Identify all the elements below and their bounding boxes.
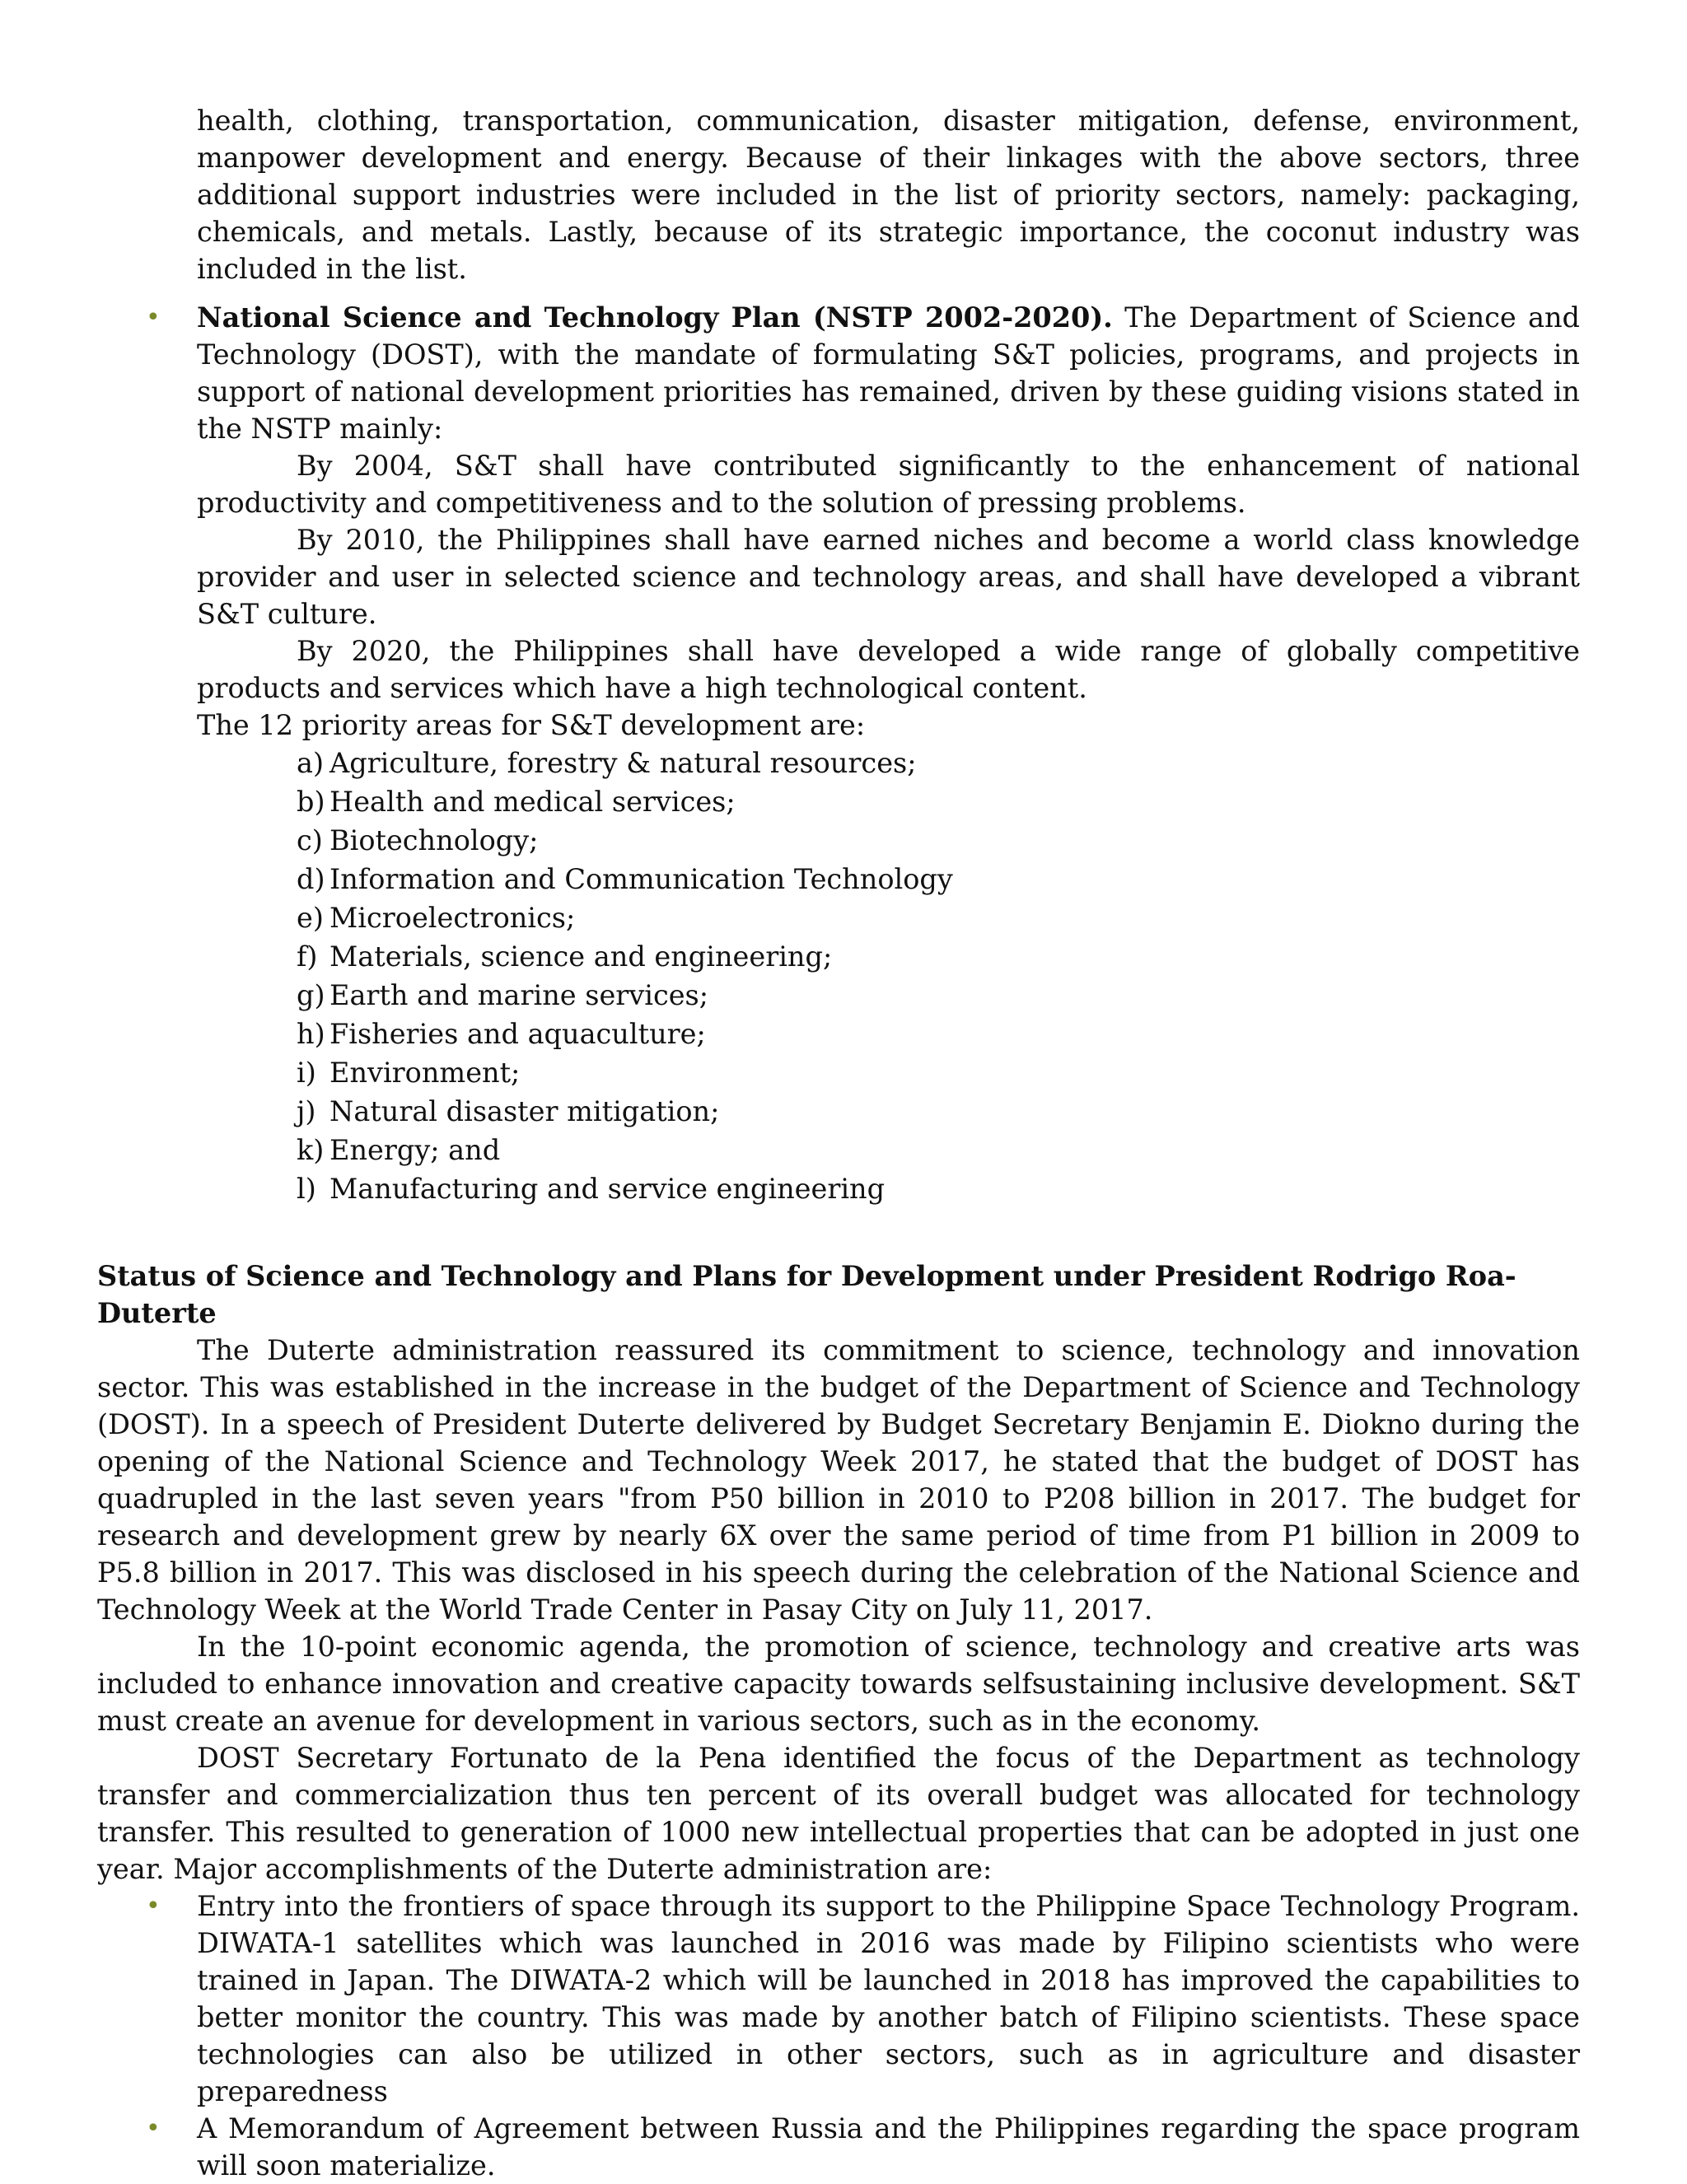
vision-2020: By 2020, the Philippines shall have developed a wide range of globally competitive products and services which have a high technological content. bbox=[197, 635, 1580, 704]
bullet-icon: • bbox=[146, 1892, 161, 1920]
list-item: g) Earth and marine services; bbox=[297, 979, 709, 1011]
list-item: l) Manufacturing and service engineering bbox=[297, 1173, 886, 1205]
list-item: j) Natural disaster mitigation; bbox=[297, 1095, 720, 1127]
list-item: k) Energy; and bbox=[297, 1134, 501, 1166]
continuation-paragraph: health, clothing, transportation, communication, disaster mitigation, defense, environment, manpower development and energy. Because of their linkages with the above sectors, three additional support industries were included in the list of priority sectors, namely: packaging, chemicals, and metals. Lastly, because of its strategic importance, the coconut industry was included in the list. bbox=[197, 105, 1580, 285]
list-item: i) Environment; bbox=[297, 1057, 521, 1089]
accomplishment-text: Entry into the frontiers of space through its support to the Philippine Space Technology Program. DIWATA-1 satellites which was launched in 2016 was made by Filipino scientists who were trained in Japan. The DIWATA-2 which will be launched in 2018 has improved the capabilities to better monitor the country. This was made by another batch of Filipino scientists. These space technologies can also be utilized in other sectors, such as in agriculture and disaster preparedness bbox=[197, 1890, 1580, 2107]
list-item bbox=[146, 1888, 1580, 2110]
vision-2004: By 2004, S&T shall have contributed significantly to the enhancement of national productivity and competitiveness and to the solution of pressing problems. bbox=[197, 450, 1580, 519]
list-item: e) Microelectronics; bbox=[297, 902, 576, 934]
accomplishment-text: A Memorandum of Agreement between Russia and the Philippines regarding the space program will soon materialize. bbox=[197, 2112, 1580, 2182]
list-item: c) Biotechnology; bbox=[297, 824, 539, 856]
nstp-title: National Science and Technology Plan (NSTP 2002-2020). bbox=[197, 301, 1113, 334]
list-item: h) Fisheries and aquaculture; bbox=[297, 1018, 706, 1050]
list-item: b) Health and medical services; bbox=[297, 786, 736, 818]
bullet-icon: • bbox=[146, 2114, 161, 2143]
nstp-intro-paragraph bbox=[197, 299, 1580, 447]
list-item: a) Agriculture, forestry & natural resources; bbox=[297, 747, 917, 779]
list-item: d) Information and Communication Technology bbox=[297, 863, 953, 895]
status-paragraph-2: In the 10-point economic agenda, the promotion of science, technology and creative arts was included to enhance innovation and creative capacity towards selfsustaining inclusive development. S&T must create an avenue for development in various sectors, such as in the economy. bbox=[97, 1631, 1580, 1737]
vision-2010: By 2010, the Philippines shall have earned niches and become a world class knowledge provider and user in selected science and technology areas, and shall have developed a vibrant S&T culture. bbox=[197, 524, 1580, 630]
bullet-icon: • bbox=[146, 303, 161, 332]
list-item: f) Materials, science and engineering; bbox=[297, 940, 833, 973]
nstp-section bbox=[146, 299, 1580, 744]
list-item bbox=[146, 2110, 1580, 2184]
priority-areas-intro: The 12 priority areas for S&T development are: bbox=[197, 709, 866, 741]
accomplishments-list bbox=[97, 1888, 1580, 2184]
section-heading: Status of Science and Technology and Plans for Development under President Rodrigo Roa-Duterte bbox=[97, 1260, 1516, 1329]
nstp-intro: The Department of Science and Technology (DOST), with the mandate of formulating S&T policies, programs, and projects in support of national development priorities has remained, driven by these guiding visions stated in the NSTP mainly: bbox=[197, 301, 1580, 445]
status-paragraph-3: DOST Secretary Fortunato de la Pena identified the focus of the Department as technology transfer and commercialization thus ten percent of its overall budget was allocated for technology transfer. This resulted to generation of 1000 new intellectual properties that can be adopted in just one year. Major accomplishments of the Duterte administration are: bbox=[97, 1742, 1580, 1885]
status-paragraph-1: The Duterte administration reassured its commitment to science, technology and innovation sector. This was established in the increase in the budget of the Department of Science and Technology (DOST). In a speech of President Duterte delivered by Budget Secretary Benjamin E. Diokno during the opening of the National Science and Technology Week 2017, he stated that the budget of DOST has quadrupled in the last seven years "from P50 billion in 2010 to P208 billion in 2017. The budget for research and development grew by nearly 6X over the same period of time from P1 billion in 2009 to P5.8 billion in 2017. This was disclosed in his speech during the celebration of the National Science and Technology Week at the World Trade Center in Pasay City on July 11, 2017. bbox=[97, 1334, 1580, 1626]
priority-areas-list bbox=[97, 744, 1580, 1208]
